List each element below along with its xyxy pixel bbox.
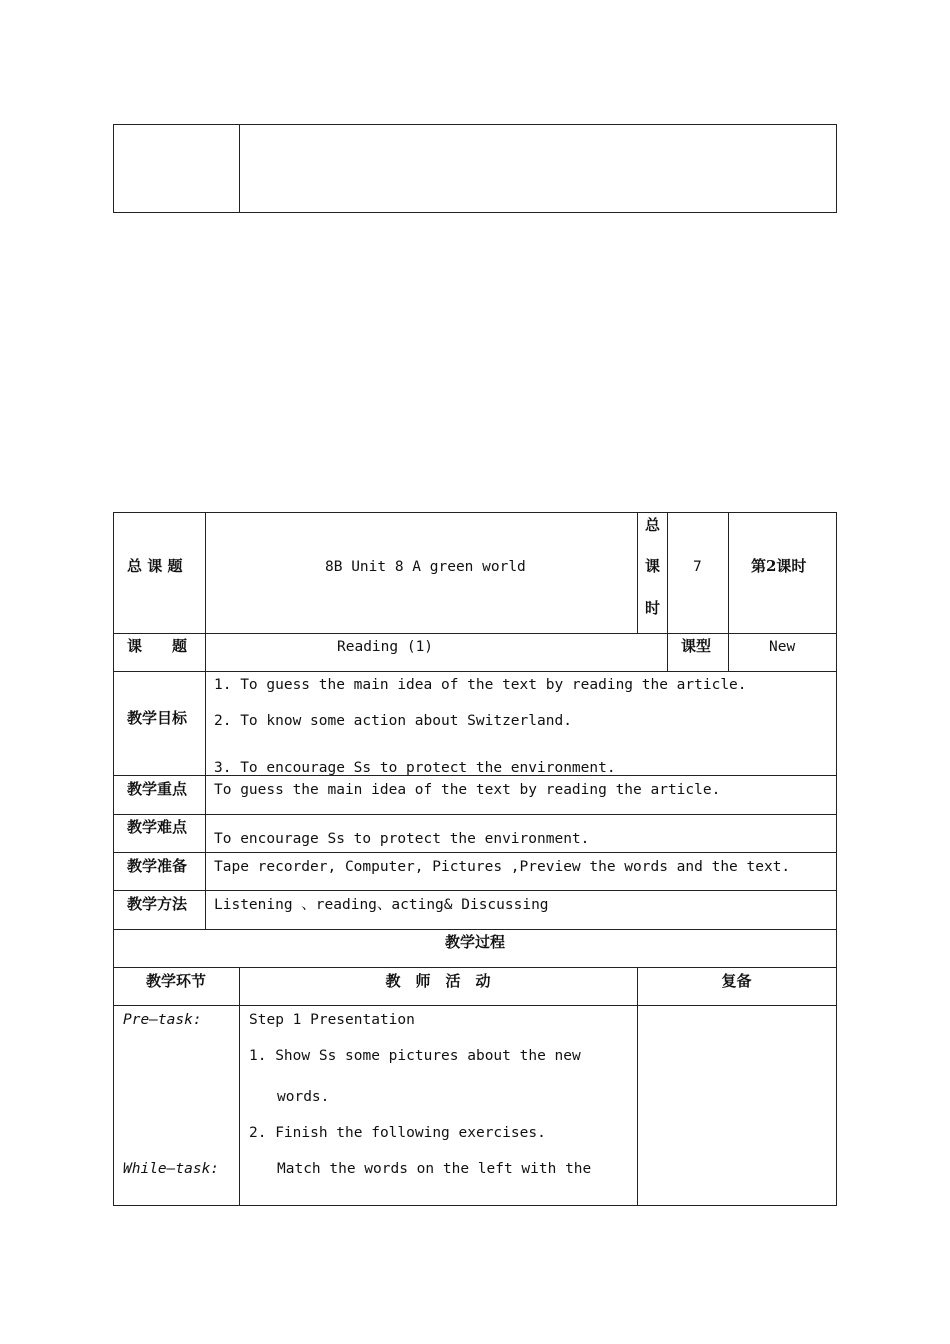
lesson-title: Reading (1) bbox=[337, 639, 434, 655]
total-hours-label-3: 时 bbox=[645, 599, 661, 617]
total-hours-label-1: 总 bbox=[645, 516, 661, 534]
lesson-type-label: 课型 bbox=[681, 637, 712, 655]
lesson-number: 第2课时 bbox=[751, 557, 807, 575]
objective-item: 2. To know some action about Switzerland. bbox=[214, 713, 572, 729]
stage-pre-task: Pre—task: bbox=[123, 1012, 202, 1028]
total-topic-label: 总 课 题 bbox=[127, 557, 183, 575]
activity-line: Match the words on the left with the bbox=[277, 1161, 592, 1177]
preparation-text: Tape recorder, Computer, Pictures ,Preview the words and the text. bbox=[214, 859, 791, 875]
lesson-label: 课 题 bbox=[127, 637, 188, 655]
process-col-notes: 复备 bbox=[721, 972, 752, 990]
process-col-stage: 教学环节 bbox=[145, 972, 206, 990]
stage-while-task: While—task: bbox=[123, 1161, 220, 1177]
key-point-label: 教学重点 bbox=[127, 780, 188, 798]
difficulty-label: 教学难点 bbox=[127, 818, 188, 836]
key-point-text: To guess the main idea of the text by reading the article. bbox=[214, 782, 721, 798]
process-title: 教学过程 bbox=[444, 933, 505, 951]
activity-line: words. bbox=[277, 1089, 330, 1105]
difficulty-text: To encourage Ss to protect the environment. bbox=[214, 831, 590, 847]
method-label: 教学方法 bbox=[127, 895, 188, 913]
objective-item: 1. To guess the main idea of the text by reading the article. bbox=[214, 677, 747, 693]
topic-title: 8B Unit 8 A green world bbox=[325, 559, 526, 575]
objectives-label: 教学目标 bbox=[127, 709, 188, 727]
objective-item: 3. To encourage Ss to protect the environment. bbox=[214, 760, 616, 776]
preparation-label: 教学准备 bbox=[127, 857, 188, 875]
activity-line: 2. Finish the following exercises. bbox=[249, 1125, 546, 1141]
total-hours-label-2: 课 bbox=[645, 557, 661, 575]
activity-line: Step 1 Presentation bbox=[249, 1012, 415, 1028]
activity-line: 1. Show Ss some pictures about the new bbox=[249, 1048, 581, 1064]
method-text: Listening 、reading、acting& Discussing bbox=[214, 897, 549, 913]
total-hours-value: 7 bbox=[693, 559, 702, 575]
lesson-type-value: New bbox=[769, 639, 796, 655]
process-col-activity: 教 师 活 动 bbox=[385, 972, 491, 990]
